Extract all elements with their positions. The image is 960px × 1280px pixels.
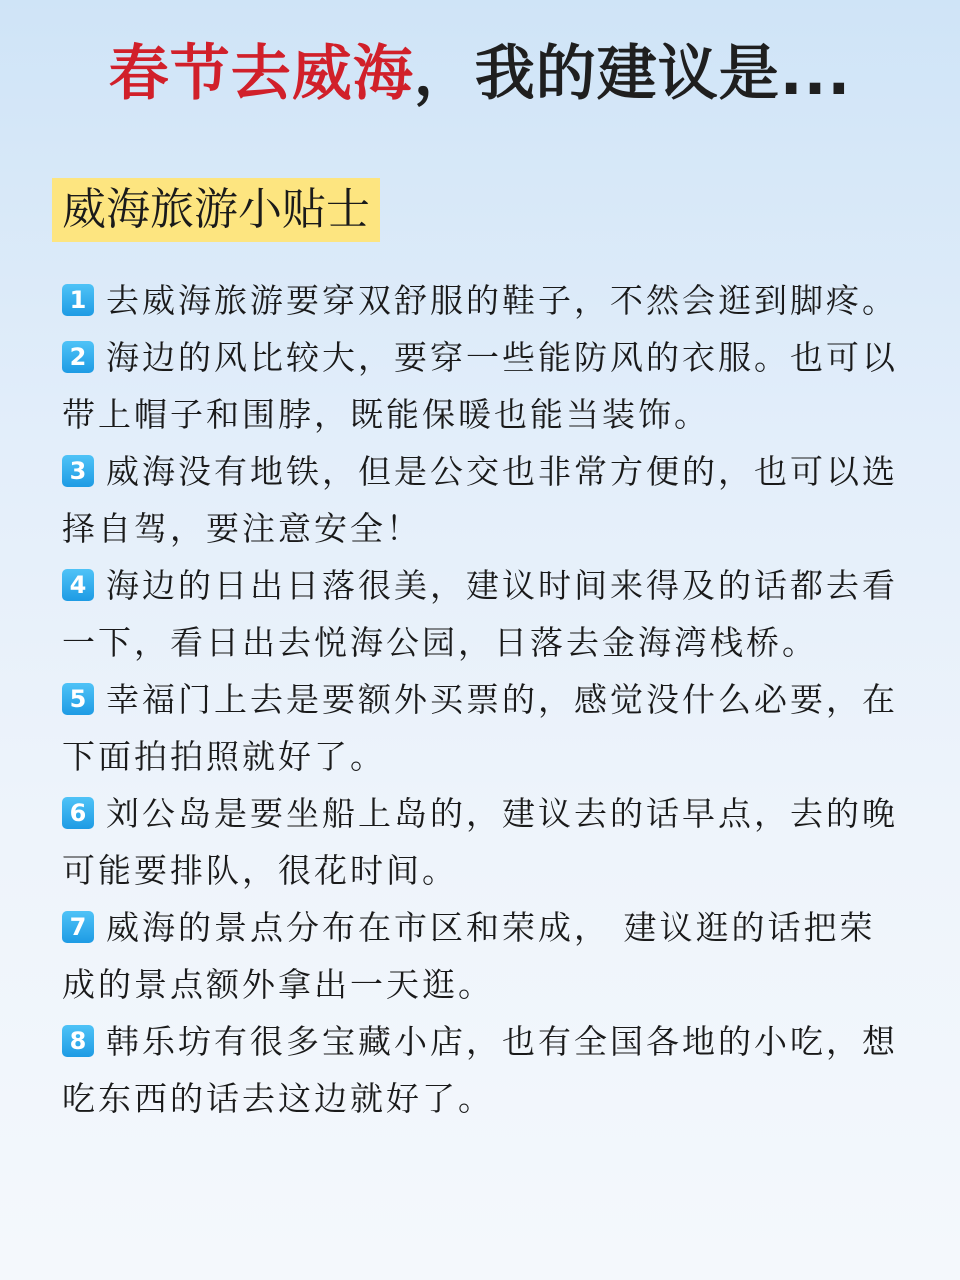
tip-item xyxy=(62,443,902,557)
tip-text: 刘公岛是要坐船上岛的，建议去的话早点，去的晚可能要排队，很花时间。 xyxy=(62,794,898,890)
tip-text: 韩乐坊有很多宝藏小店，也有全国各地的小吃，想吃东西的话去这边就好了。 xyxy=(62,1022,898,1118)
tip-text: 幸福门上去是要额外买票的，感觉没什么必要，在下面拍拍照就好了。 xyxy=(62,680,898,776)
title-highlight: 春节去威海 xyxy=(108,39,414,109)
number-badge-icon: 8 xyxy=(62,1025,94,1057)
tip-text: 海边的日出日落很美，建议时间来得及的话都去看一下，看日出去悦海公园，日落去金海湾栈桥。 xyxy=(62,566,898,662)
number-badge-icon: 1 xyxy=(62,284,94,316)
tip-text: 威海的景点分布在市区和荣成， 建议逛的话把荣成的景点额外拿出一天逛。 xyxy=(62,908,876,1004)
number-badge-icon: 4 xyxy=(62,569,94,601)
number-badge-icon: 2 xyxy=(62,341,94,373)
title-rest: ，我的建议是... xyxy=(413,39,852,109)
tip-item xyxy=(62,272,902,329)
tip-item xyxy=(62,785,902,899)
number-badge-icon: 3 xyxy=(62,455,94,487)
tip-item xyxy=(62,557,902,671)
tip-item xyxy=(62,671,902,785)
number-badge-icon: 5 xyxy=(62,683,94,715)
tip-text: 去威海旅游要穿双舒服的鞋子，不然会逛到脚疼。 xyxy=(106,281,898,320)
number-badge-icon: 7 xyxy=(62,911,94,943)
tip-item xyxy=(62,329,902,443)
tip-text: 海边的风比较大，要穿一些能防风的衣服。也可以带上帽子和围脖，既能保暖也能当装饰。 xyxy=(62,338,898,434)
tips-list xyxy=(62,272,902,1127)
number-badge-icon: 6 xyxy=(62,797,94,829)
tip-text: 威海没有地铁，但是公交也非常方便的，也可以选择自驾，要注意安全！ xyxy=(62,452,898,548)
page-title xyxy=(0,34,960,114)
tip-item xyxy=(62,1013,902,1127)
tip-item xyxy=(62,899,902,1013)
section-heading: 威海旅游小贴士 xyxy=(52,178,380,242)
